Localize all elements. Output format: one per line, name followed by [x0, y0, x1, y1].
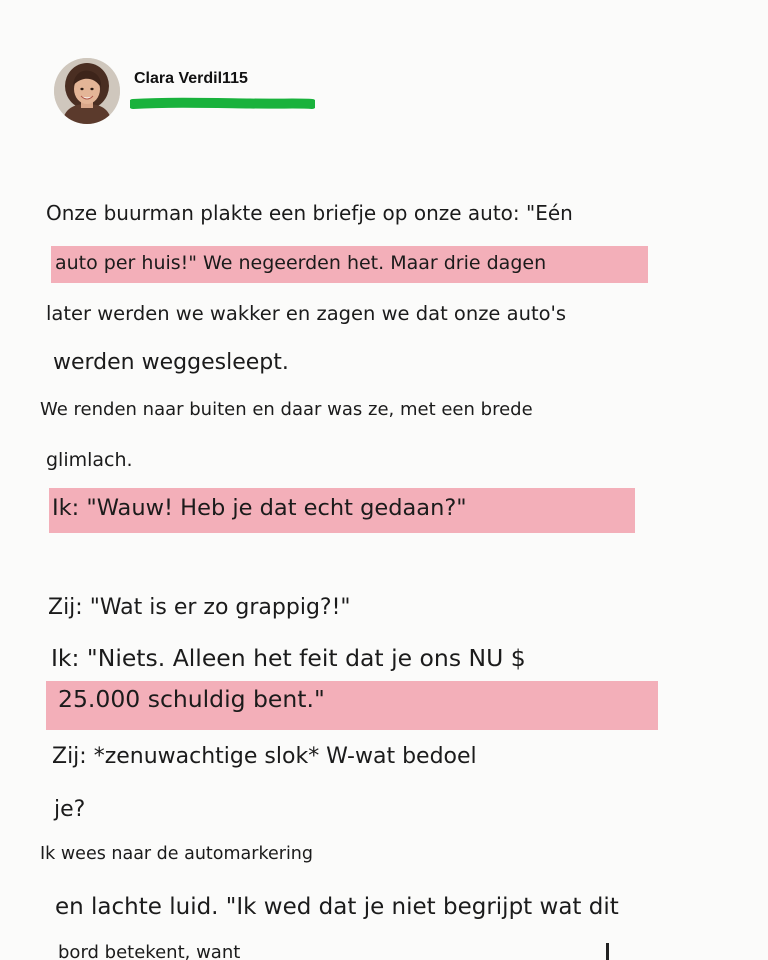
name-underline	[130, 97, 315, 111]
text-line: je?	[54, 797, 86, 822]
post-header	[54, 58, 334, 124]
scan-speck	[606, 943, 609, 960]
text-line: glimlach.	[46, 449, 133, 471]
author-name[interactable]: Clara Verdil115	[134, 70, 248, 87]
text-line: auto per huis!" We negeerden het. Maar drie dagen	[55, 252, 547, 274]
text-line: 25.000 schuldig bent."	[58, 685, 325, 713]
text-line: later werden we wakker en zagen we dat onze auto's	[46, 302, 567, 325]
text-line: Zij: "Wat is er zo grappig?!"	[48, 595, 351, 620]
text-line: We renden naar buiten en daar was ze, met een brede	[40, 399, 533, 420]
text-line: werden weggesleept.	[53, 350, 289, 375]
cut-off-line	[0, 938, 768, 960]
text-line: Onze buurman plakte een briefje op onze auto: "Eén	[46, 201, 573, 225]
text-line: bord betekent, want	[58, 942, 241, 960]
text-line: Zij: *zenuwachtige slok* W-wat bedoel	[52, 744, 477, 769]
text-line: en lachte luid. "Ik wed dat je niet begrijpt wat dit	[55, 894, 619, 920]
text-line: Ik: "Niets. Alleen het feit dat je ons NU $	[51, 644, 526, 672]
text-line: Ik wees naar de automarkering	[40, 844, 314, 864]
text-line: Ik: "Wauw! Heb je dat echt gedaan?"	[52, 495, 467, 521]
avatar[interactable]	[54, 58, 120, 124]
